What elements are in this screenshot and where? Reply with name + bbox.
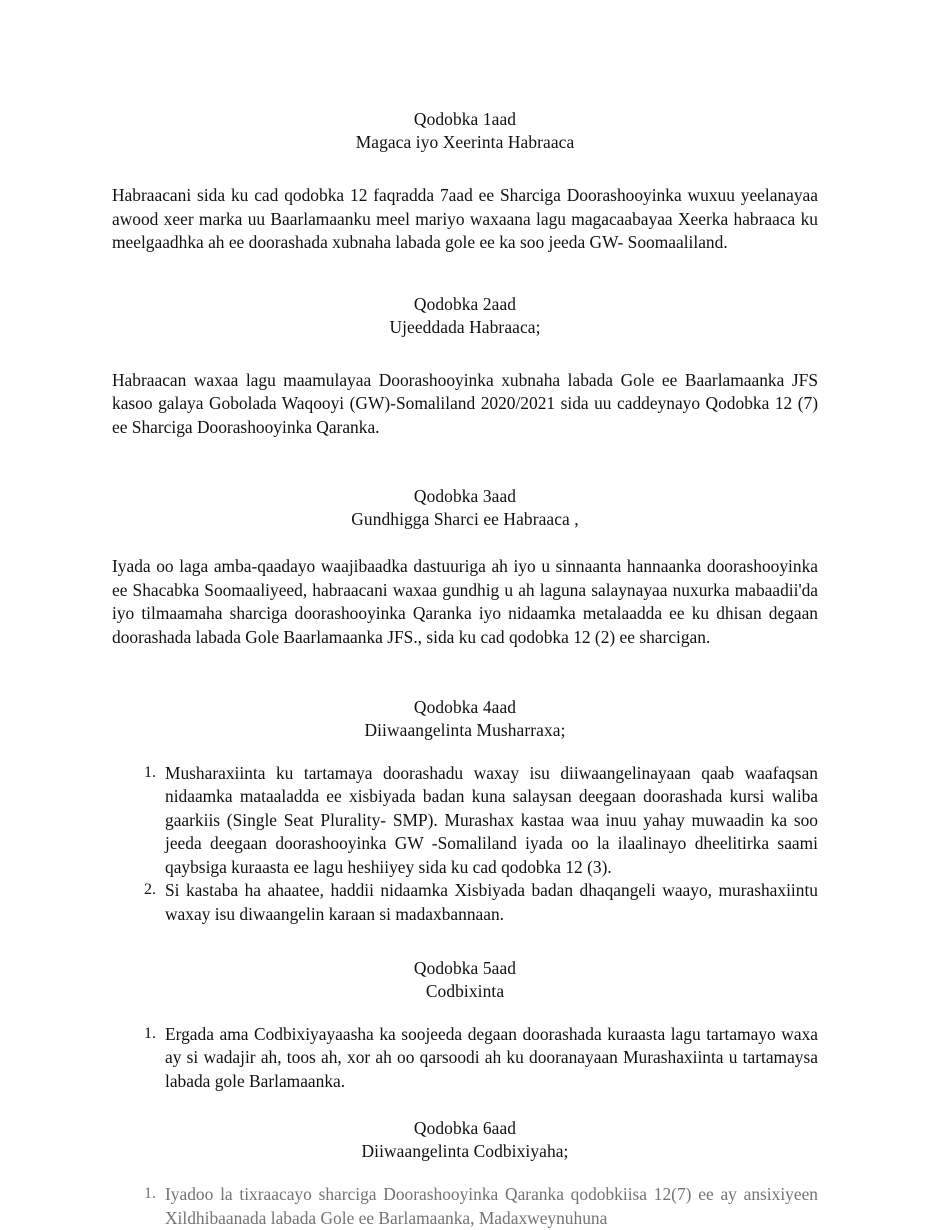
list-item-text: Iyadoo la tixraacayo sharciga Doorashooyinka Qaranka qodobkiisa 12(7) ee ay ansixiyeen Xildhibaanada labada Gole ee Barlamaanka, Madaxweynuhuna xyxy=(165,1184,818,1228)
article-6-heading-line1: Qodobka 6aad xyxy=(413,1118,517,1139)
document-content xyxy=(112,108,818,1230)
article-1-heading-line2: Magaca iyo Xeerinta Habraaca xyxy=(355,131,575,152)
spacer xyxy=(112,1093,818,1117)
article-4-list xyxy=(112,762,818,927)
article-2-heading-line2: Ujeeddada Habraaca; xyxy=(389,316,541,337)
article-4-heading-line1: Qodobka 4aad xyxy=(413,696,517,717)
list-item-text: Musharaxiinta ku tartamaya doorashadu waxay isu diiwaangelinayaan qaab waafaqsan nidaamka mataaladda ee xisbiyada badan kuna salaysan deegaan doorashada kursi waliba gaarkiis (Single Seat Plurality- SMP). Murashax kastaa waa inuu yahay muwaadin ka soo jeeda deegaan doorashooyinka GW -Somaliland iyada oo la ilaalinayo dheelitirka saami qaybsiga kuraasta ee lagu heshiiyey sida ku cad qodobka 12 (3). xyxy=(165,762,818,877)
article-5-heading-line1: Qodobka 5aad xyxy=(413,957,517,978)
spacer xyxy=(112,531,818,555)
list-item-number: 2. xyxy=(144,881,156,899)
article-3-heading-line2: Gundhigga Sharci ee Habraaca , xyxy=(351,509,579,530)
spacer xyxy=(112,339,818,369)
article-6-list xyxy=(112,1183,818,1230)
spacer xyxy=(112,1163,818,1183)
list-item xyxy=(112,1183,818,1230)
article-1-paragraph-1: Habraacani sida ku cad qodobka 12 faqradda 7aad ee Sharciga Doorashooyinka wuxuu yeelanayaa awood xeer marka uu Baarlamaanku meel mariyo waxaana lagu magacaabayaa Xeerka habraaca ku meelgaadhka ah ee doorashada xubnaha labada gole ee ka soo jeeda GW- Soomaaliland. xyxy=(112,184,818,253)
list-item xyxy=(112,879,818,926)
article-1-heading-line1: Qodobka 1aad xyxy=(413,109,517,129)
article-6-heading-line2: Diiwaangelinta Codbixiyaha; xyxy=(361,1141,569,1162)
spacer xyxy=(112,650,818,696)
list-item-number: 1. xyxy=(144,1024,156,1042)
article-4-heading xyxy=(112,696,818,742)
list-item-number: 1. xyxy=(144,763,156,781)
spacer xyxy=(112,439,818,485)
list-item-text: Si kastaba ha ahaatee, haddii nidaamka Xisbiyada badan dhaqangeli waayo, murashaxiintu waxay isu diwaangelin karaan si madaxbannaan. xyxy=(165,880,818,924)
spacer xyxy=(112,742,818,762)
article-3-heading-line1: Qodobka 3aad xyxy=(413,486,517,507)
article-2-heading xyxy=(112,293,818,339)
article-3-paragraph-1: Iyada oo laga amba-qaadayo waajibaadka dastuuriga ah iyo u sinnaanta hannaanka doorashooyinka ee Shacabka Soomaaliyeed, habraacani waxaa gundhig u ah laguna salaynayaa nuxurka mabaadii'da iyo tilmaamaha sharciga doorashooyinka Qaranka iyo nidaamka metalaadda ee ku dhisan degaan doorashada labada Gole Baarlamaanka JFS., sida ku cad qodobka 12 (2) ee sharcigan. xyxy=(112,556,818,648)
article-6-heading xyxy=(112,1117,818,1163)
article-5-heading-line2: Codbixinta xyxy=(425,980,505,1001)
article-5-heading xyxy=(112,957,818,1003)
article-2-paragraph-1: Habraacan waxaa lagu maamulayaa Doorashooyinka xubnaha labada Gole ee Baarlamaanka JFS kasoo galaya Gobolada Waqooyi (GW)-Somaliland 2020/2021 sida uu caddeynayo Qodobka 12 (7) ee Sharciga Doorashooyinka Qaranka. xyxy=(112,369,818,437)
list-item xyxy=(112,1023,818,1094)
article-2-heading-line1: Qodobka 2aad xyxy=(413,293,517,314)
spacer xyxy=(112,1003,818,1023)
spacer xyxy=(112,154,818,184)
spacer xyxy=(112,927,818,957)
list-item-number: 1. xyxy=(144,1185,156,1203)
article-1-heading xyxy=(112,108,818,154)
spacer xyxy=(112,255,818,293)
article-4-heading-line2: Diiwaangelinta Musharraxa; xyxy=(364,719,566,740)
list-item-text: Ergada ama Codbixiyayaasha ka soojeeda degaan doorashada kuraasta lagu tartamayo waxa ay si wadajir ah, toos ah, xor ah oo qarsoodi ah ku dooranayaan Murashaxiinta u tartamaysa labada gole Barlamaanka. xyxy=(165,1023,818,1091)
list-item xyxy=(112,762,818,880)
article-5-list xyxy=(112,1023,818,1094)
article-3-heading xyxy=(112,485,818,531)
